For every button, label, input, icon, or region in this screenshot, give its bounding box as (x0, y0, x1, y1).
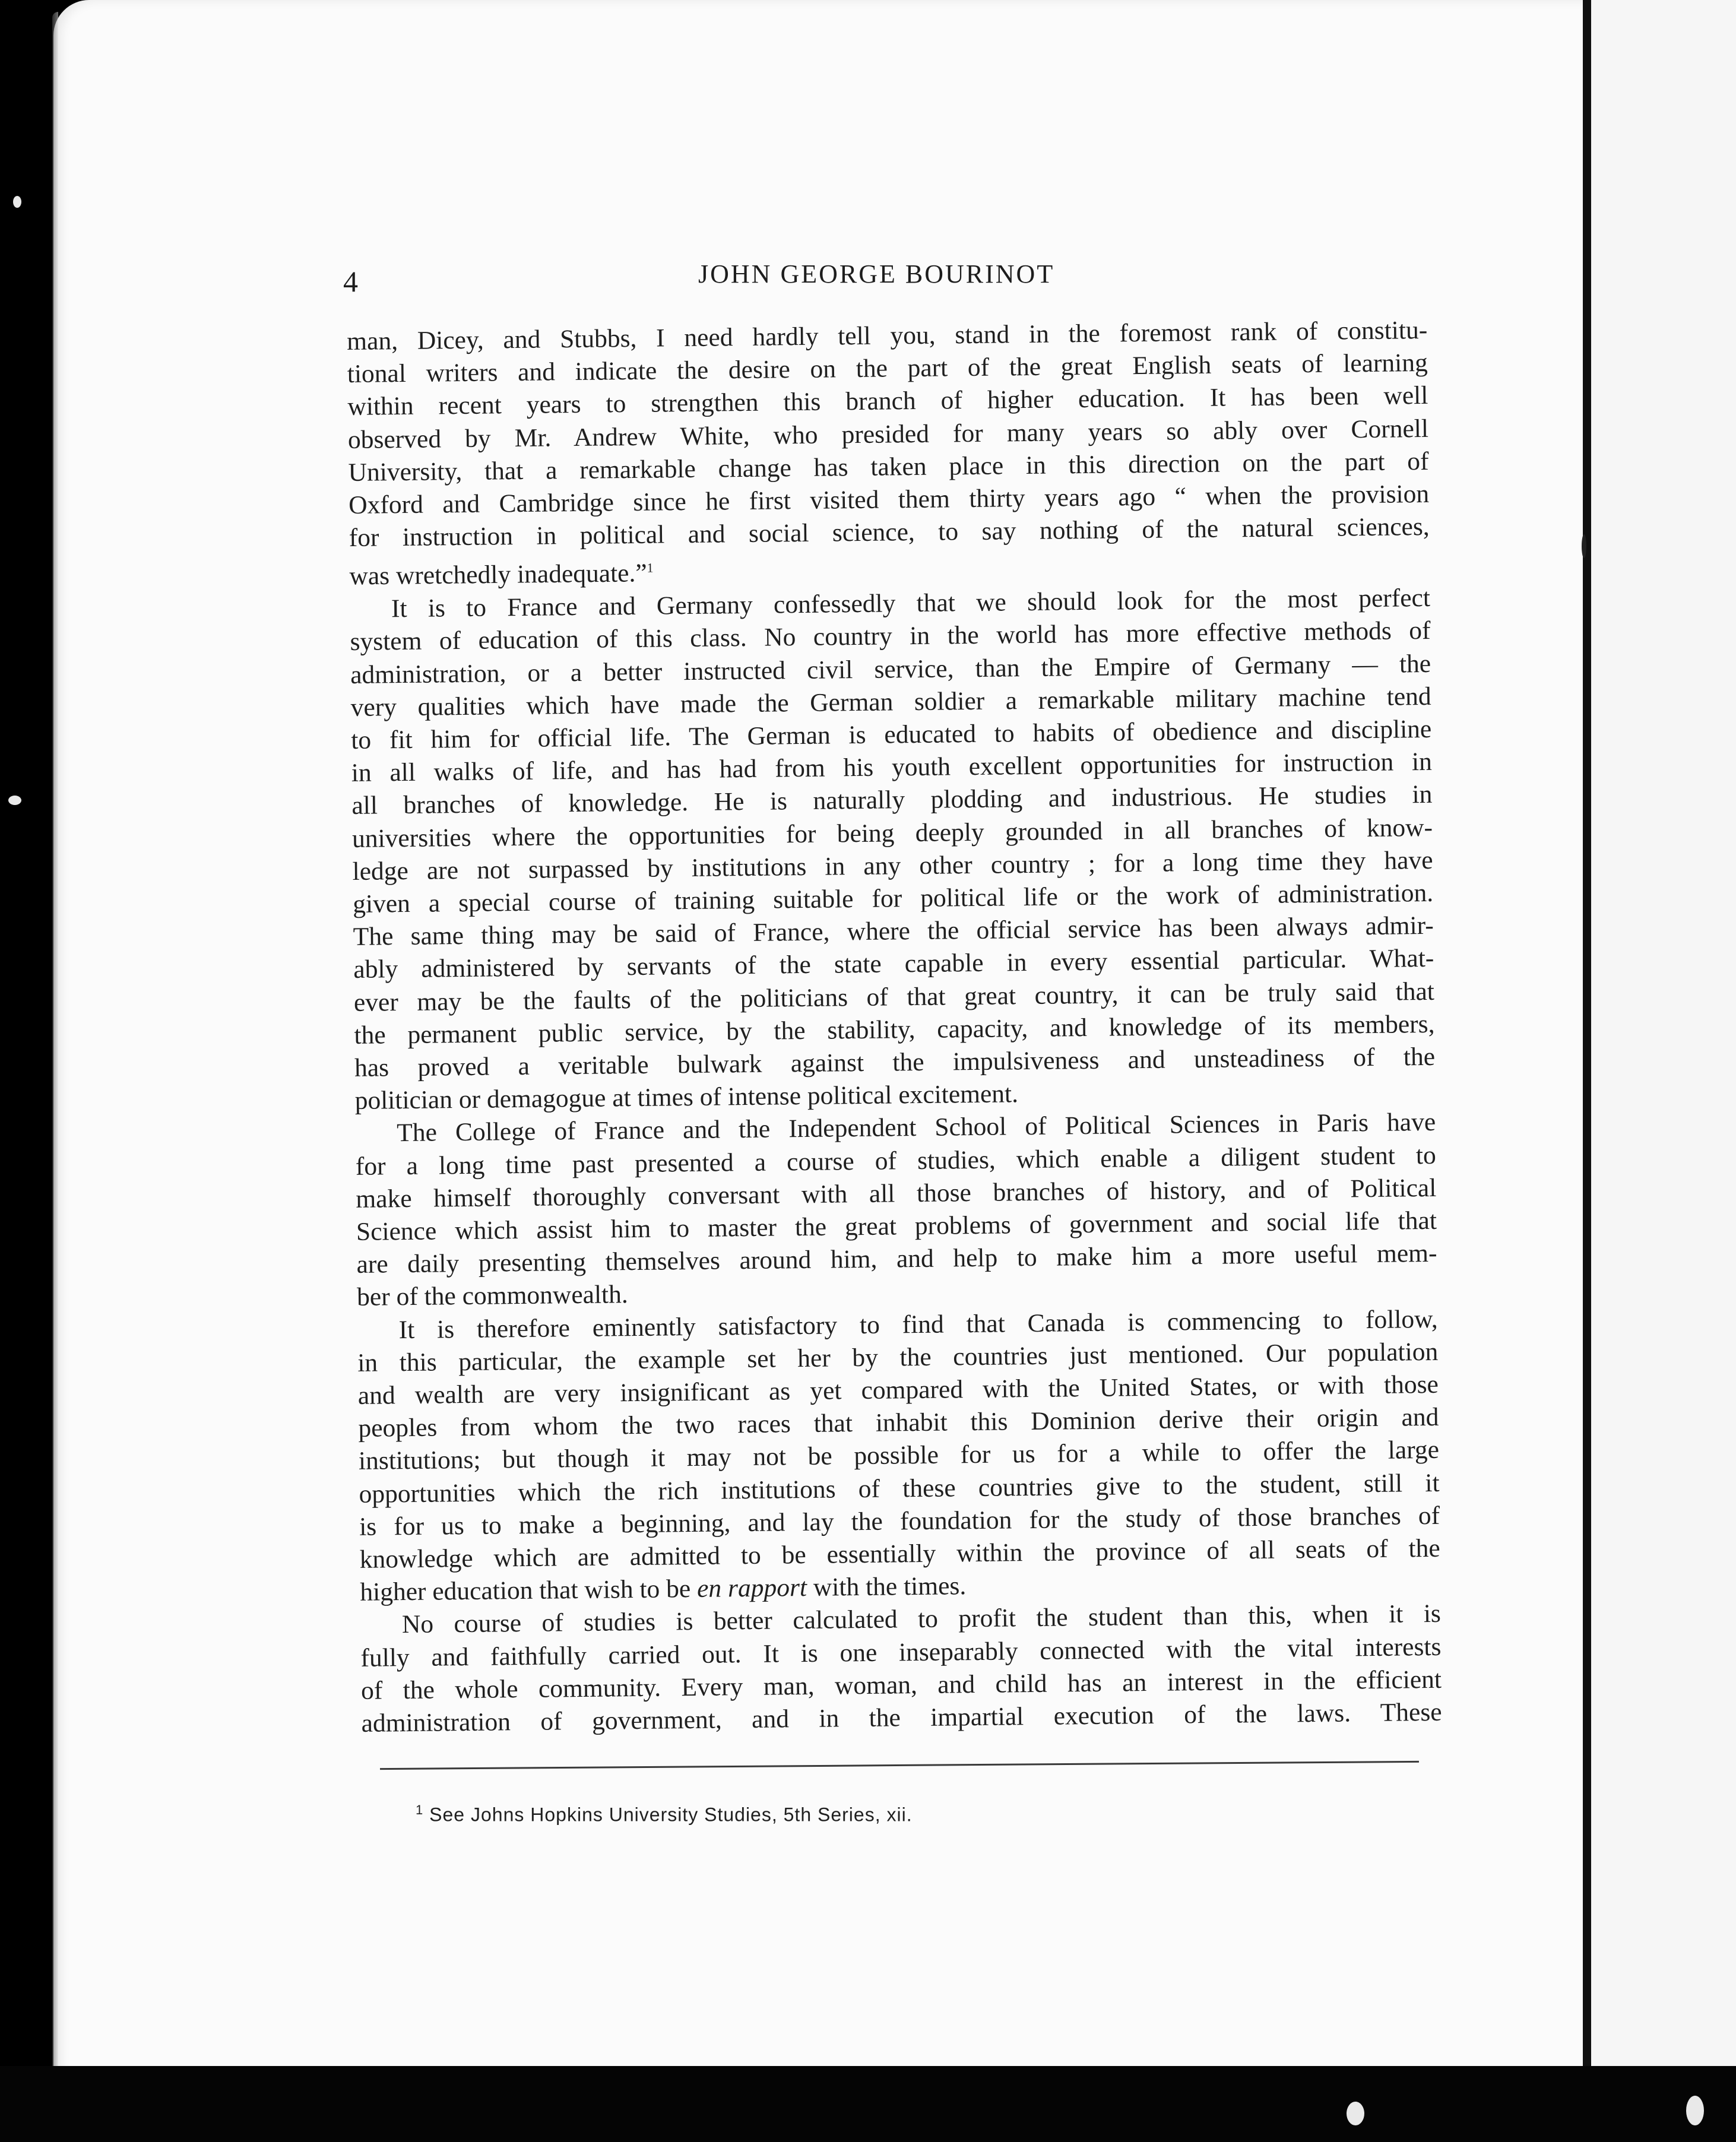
text-line-content: man, Dicey, and Stubbs, I need hardly tell you, stand in the foremost rank of constitu- (347, 315, 1428, 356)
running-head: JOHN GEORGE BOURINOT (698, 259, 1055, 289)
text-line-content: in all walks of life, and has had from his youth excellent opportunities for instruction in (351, 747, 1433, 788)
text-line-segment: higher education that wish to be (360, 1574, 698, 1607)
text-line-content: given a special course of training suitable for political life or the work of administration. (352, 878, 1434, 918)
text-line-content: Oxford and Cambridge since he first visited them thirty years ago “ when the provision (348, 479, 1430, 519)
text-line-content: in this particular, the example set her by the countries just mentioned. Our population (357, 1337, 1439, 1377)
text-line-content: opportunities which the rich institutions of these countries give to the student, still it (359, 1468, 1440, 1509)
footnote (416, 1802, 913, 1826)
text-line-content: system of education of this class. No country in the world has more effective methods of (350, 616, 1431, 657)
scan-speck (1582, 534, 1586, 558)
text-line-content: politician or demagogue at times of intense political excitement. (354, 1079, 1019, 1116)
text-line-content: institutions; but though it may not be possible for us for a while to offer the large (358, 1436, 1440, 1476)
gutter-line (1583, 0, 1591, 2066)
text-line-content: has proved a veritable bulwark against the impulsiveness and unsteadiness of the (354, 1042, 1436, 1082)
text-line-content: to fit him for official life. The German is educated to habits of obedience and discipline (351, 714, 1432, 755)
text-line-content: It is to France and Germany confessedly that we should look for the most perfect (391, 584, 1431, 623)
text-line-content: knowledge which are admitted to be essentially within the province of all seats of the (359, 1533, 1440, 1574)
text-line-content: very qualities which have made the German soldier a remarkable military machine tend (350, 682, 1431, 722)
body-text (347, 314, 1442, 1740)
text-line-content: ber of the commonwealth. (356, 1280, 628, 1312)
text-line-content: of the whole community. Every man, woman, and child has an interest in the efficient (360, 1665, 1442, 1705)
text-line-content: administration of government, and in the impartial execution of the laws. These (361, 1697, 1442, 1738)
text-line-content: No course of studies is better calculated to profit the student than this, when it is (401, 1599, 1442, 1639)
text-line-content: and wealth are very insignificant as yet compared with the United States, or with those (357, 1370, 1439, 1410)
scan-speck (1347, 2102, 1364, 2125)
text-line-segment: with the times. (806, 1571, 967, 1602)
text-line-content: for instruction in political and social science, to say nothing of the natural sciences, (349, 512, 1430, 553)
page-binding-edge (52, 12, 58, 2078)
text-line-content: Science which assist him to master the great problems of government and social life that (356, 1206, 1437, 1246)
italic-phrase: en rapport (696, 1573, 807, 1604)
scan-speck (8, 796, 21, 805)
footnote-marker: 1 (416, 1802, 424, 1817)
adjacent-page-sliver (1591, 0, 1736, 2066)
page-number: 4 (343, 265, 359, 298)
text-line-content: all branches of knowledge. He is naturally plodding and industrious. He studies in (351, 780, 1433, 820)
text-line-content: The same thing may be said of France, where the official service has been always admir- (353, 911, 1434, 952)
scan-bottom-band (0, 2066, 1736, 2142)
text-line-content: ably administered by servants of the state capable in every essential particular. What- (353, 944, 1434, 984)
text-line-content: observed by Mr. Andrew White, who presided for many years so ably over Cornell (347, 414, 1429, 454)
scan-speck (1686, 2096, 1704, 2125)
text-line-content: for a long time past presented a course of studies, which enable a diligent student to (355, 1140, 1436, 1181)
text-line-content: peoples from whom the two races that inhabit this Dominion derive their origin and (358, 1403, 1439, 1443)
text-line-content: The College of France and the Independent School of Political Sciences in Paris have (397, 1108, 1436, 1148)
text-line-content: within recent years to strengthen this branch of higher education. It has been well (347, 381, 1428, 422)
text-line-content: make himself thoroughly conversant with all those branches of history, and of Political (356, 1173, 1437, 1213)
text-line-content: the permanent public service, by the stability, capacity, and knowledge of its members, (354, 1009, 1435, 1050)
footnote-reference: 1 (647, 560, 654, 576)
scan-speck (13, 196, 21, 208)
text-line-content: ever may be the faults of the politicians of that great country, it can be truly said that (353, 977, 1435, 1017)
text-line-content: fully and faithfully carried out. It is one inseparably connected with the vital interests (360, 1632, 1442, 1672)
text-line-content: was wretchedly inadequate.” (349, 559, 647, 591)
text-line-content: ledge are not surpassed by institutions in any other country ; for a long time they have (352, 845, 1433, 886)
text-line-content: tional writers and indicate the desire on the part of the great English seats of learning (347, 348, 1428, 389)
footnote-text: See Johns Hopkins University Studies, 5th Series, xii. (429, 1804, 913, 1826)
text-line-content: University, that a remarkable change has taken place in this direction on the part of (348, 446, 1429, 487)
text-line-content: universities where the opportunities for being deeply grounded in all branches of know- (351, 813, 1433, 853)
text-line-content: administration, or a better instructed civil service, than the Empire of Germany — the (350, 649, 1431, 689)
text-line-content: are daily presenting themselves around him, and help to make him a more useful mem- (356, 1239, 1437, 1279)
text-line-content: is for us to make a beginning, and lay the foundation for the study of those branches of (359, 1501, 1440, 1541)
text-line-content: It is therefore eminently satisfactory to find that Canada is commencing to follow, (398, 1304, 1438, 1344)
